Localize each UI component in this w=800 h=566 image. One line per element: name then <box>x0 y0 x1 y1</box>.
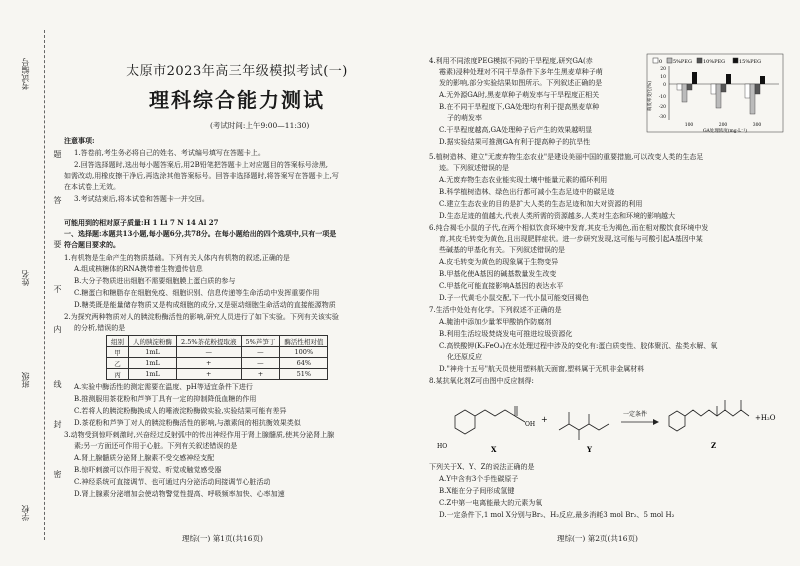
bar <box>677 84 682 90</box>
legend-swatch <box>733 58 738 63</box>
molecule-y <box>559 412 609 440</box>
bar <box>721 84 726 92</box>
q2-stem: 的分析,错误的是 <box>74 324 126 332</box>
bar <box>726 74 731 84</box>
note-line: 在本试卷上无效。 <box>64 183 120 191</box>
table-row <box>107 369 328 380</box>
q7-option: 化还原反应 <box>447 353 482 361</box>
seal-char: 密 <box>53 470 62 478</box>
seal-char: 不 <box>53 285 62 293</box>
q8-question: 下列关于X、Y、Z的说法正确的是 <box>429 463 535 471</box>
q1-stem: 1.有机物是生命产生的物质基础。下列有关人体内有机物的叙述,正确的是 <box>64 254 290 262</box>
school-label: 学校 <box>21 505 30 521</box>
table-cell: 1mL <box>129 358 177 369</box>
q3-option: A.肾上腺髓质分泌肾上腺素不受交感神经支配 <box>74 454 215 462</box>
bar <box>760 76 765 84</box>
seal-char: 题 <box>53 150 62 158</box>
q6-option: D.子一代黄毛小鼠交配,下一代小鼠可能变回褐色 <box>439 294 589 302</box>
q5-stem: 5.植树造林、建立"无废弃物生态农业"是建设美丽中国的重要措施,可以改变人类的生态足 <box>429 153 704 161</box>
plus-sign: + <box>541 415 548 424</box>
table-header: 人的胰淀粉酶 <box>129 336 177 347</box>
q2-option: B.推测服用茶花粉和芦笋丁具有一定的抑制降低血糖的作用 <box>74 395 257 403</box>
q6-option: A.皮毛转变为黄色的现象属于生物变异 <box>439 258 559 266</box>
q5-option: C.建立生态农业的目的是扩大人类的生态足迹和加大对资源的利用 <box>439 200 643 208</box>
q2-option: D.茶花粉和芦笋丁对人的胰淀粉酶活性的影响,与激素间的相抗衡效果类似 <box>74 419 301 427</box>
q1-option: C.糖蛋白和糖脂存在细胞免疫、细胞识别、信息传递等生命活动中发挥重要作用 <box>74 289 320 297</box>
y-label: Y <box>587 445 592 454</box>
q3-option: B.惊吓刺激可以作用于视觉、听觉或触觉感受器 <box>74 466 222 474</box>
y-axis-label: 萌发率变化(%) <box>648 80 653 112</box>
q2-option: A.实验中酶活性的测定需要在温度、pH等适宜条件下进行 <box>74 383 253 391</box>
q5-option: A.无废弃物生态农业能实现土壤中能量元素的循环利用 <box>439 176 608 184</box>
water-byproduct: +H₂O <box>755 414 776 422</box>
q6-option: C.甲基化可能直接影响A基因的表达水平 <box>439 282 564 290</box>
q7-option: C.高铁酸钾(K₂FeO₄)在水处理过程中涉及的变化有:蛋白质变性、胶体聚沉、盐类水解、氧 <box>439 342 718 350</box>
table-cell: — <box>177 347 242 358</box>
q4-option: A.无外源GA时,黑麦草种子萌发率与干旱程度正相关 <box>439 91 600 99</box>
legend-swatch <box>667 58 672 63</box>
x-ho-label: HO <box>437 443 448 450</box>
exam-time: (考试时间:上午9:00—11:30) <box>210 121 310 130</box>
q6-stem: 育,其皮毛转变为黄色,且出现肥胖症状。进一步研究发现,这可能与可酸引起A基因中某 <box>439 235 703 243</box>
q2-stem: 2.为探究两种物质对人的胰淀粉酶活性的影响,研究人员进行了如下实验。下列有关该实验 <box>64 313 339 321</box>
legend-swatch <box>653 58 658 63</box>
section-heading: 符合题目要求的。 <box>64 240 120 249</box>
table-row <box>107 358 328 369</box>
notes-title: 注意事项: <box>64 136 95 145</box>
q4-chart <box>645 52 785 134</box>
chart-bars <box>677 72 765 114</box>
q3-option: C.神经系统可直接调节、也可通过内分泌活动间接调节心脏活动 <box>74 478 271 486</box>
table-header-row <box>107 336 328 347</box>
legend-label: 15%PEG <box>739 59 762 65</box>
bar <box>716 84 721 108</box>
table-cell: 丙 <box>107 369 129 380</box>
table-header: 组别 <box>107 336 129 347</box>
bar <box>750 84 755 114</box>
table-cell: + <box>241 369 280 380</box>
q6-stem: 6.纯合褐毛小鼠的子代,在两个相似饮食环境中发育,其皮毛为褐色,而在相对酸饮食环境中发 <box>429 224 709 232</box>
table-cell: — <box>241 347 280 358</box>
table-cell: 51% <box>280 369 328 380</box>
y-tick: -30 <box>658 115 666 120</box>
q3-stem: 素;另一方面还可作用于心脏。下列有关叙述错误的是 <box>74 442 238 450</box>
q4-option: 子的萌发率 <box>447 114 482 122</box>
y-tick: -20 <box>658 105 666 110</box>
bar <box>745 84 750 98</box>
molecule-x <box>455 406 525 434</box>
table-cell: 甲 <box>107 347 129 358</box>
main-title: 理科综合能力测试 <box>149 88 325 112</box>
q2-table <box>106 335 328 380</box>
z-label: Z <box>711 441 717 450</box>
x-axis-label: GA处理浓度(mg·L⁻¹) <box>702 129 748 134</box>
exam-title: 太原市2023年高三年级模拟考试(一) <box>126 64 348 79</box>
q7-stem: 7.生活中处处有化学。下列叙述不正确的是 <box>429 306 562 314</box>
table-cell: 1mL <box>129 347 177 358</box>
x-label: X <box>491 445 497 454</box>
section-heading: 一、选择题:本题共13小题,每小题6分,共78分。在每小题给出的四个选项中,只有一项是 <box>64 229 337 238</box>
q4-stem: 霉素)浸种处理对不同干旱条件下多年生黑麦草种子萌 <box>439 68 603 76</box>
bar <box>711 84 716 94</box>
q5-option: D.生态足迹的值越大,代表人类所需的资源越多,人类对生态和环境的影响越大 <box>439 212 676 220</box>
table-cell: 100% <box>280 347 328 358</box>
bar <box>687 84 692 90</box>
q7-option: D."神舟十五号"航天员使用塑料航天面窗,塑料属于无机非金属材料 <box>439 365 645 373</box>
q1-option: A.组成核糖体的RNA携带着生物遗传信息 <box>74 265 203 273</box>
page-footer-right: 理综(一) 第2页(共16页) <box>557 534 638 543</box>
table-header: 酶活性相对值 <box>280 336 328 347</box>
seal-char: 封 <box>53 420 62 428</box>
q6-option: B.甲基化使A基因的碱基数量发生改变 <box>439 270 557 278</box>
seal-char: 内 <box>53 325 62 333</box>
right-page <box>425 0 793 566</box>
table-header: 5%芦笋丁 <box>241 336 280 347</box>
q4-stem: 4.利用不同浓度PEG模拟不同的干旱程度,研究GA(赤 <box>429 57 593 65</box>
q5-stem: 迹。下列叙述错误的是 <box>439 164 509 172</box>
y-tick: 10 <box>660 75 666 80</box>
x-tick: 200 <box>718 123 728 128</box>
table-cell: + <box>177 358 242 369</box>
q8-option: D.一定条件下,1 mol X分别与Br₂、H₂反应,最多消耗3 mol Br₂、5 mol H₂ <box>439 511 675 519</box>
page-footer-left: 理综(一) 第1页(共16页) <box>182 534 263 543</box>
table-cell: 乙 <box>107 358 129 369</box>
y-tick: 0 <box>663 83 666 88</box>
y-tick: 20 <box>660 67 666 72</box>
arrow-head <box>653 419 659 425</box>
binding-strip <box>0 0 62 566</box>
table-cell: — <box>241 358 280 369</box>
atomic-mass: 可能用到的相对原子质量:H 1 Li 7 N 14 Al 27 <box>64 218 219 227</box>
seal-char: 答 <box>53 196 62 204</box>
q8-option: A.Y中含有3个手性碳原子 <box>439 475 519 483</box>
bar <box>692 72 697 84</box>
q8-stem: 8.某抗氧化剂Z可由图中反应制得: <box>429 377 534 385</box>
q8-reaction-scheme <box>431 390 787 460</box>
q3-stem: 3.动物受到惊吓刺激时,兴奋经过反射弧中的传出神经作用于肾上腺髓质,使其分泌肾上腺 <box>64 431 335 439</box>
table-cell: + <box>177 369 242 380</box>
q4-option: D.据实验结果可推测GA有利于提高种子的抗旱性 <box>439 138 591 146</box>
table-cell: 64% <box>280 358 328 369</box>
table-row <box>107 347 328 358</box>
name-label: 姓名 <box>21 270 30 286</box>
molecule-z <box>669 400 749 431</box>
y-tick: -10 <box>658 95 666 100</box>
note-line: 2.回答选择题时,选出每小题答案后,用2B铅笔把答题卡上对应题目的答案标号涂黑, <box>74 161 328 169</box>
q4-option: B.在不同干旱程度下,GA处理均有利于提高黑麦草种 <box>439 103 600 111</box>
q4-stem: 发的影响,部分实验结果如图所示。下列叙述正确的是 <box>439 79 603 87</box>
reaction-condition: 一定条件 <box>623 411 648 418</box>
x-tick: 300 <box>752 123 762 128</box>
q7-option: A.腌油中添加少量苯甲酸钠作防腐剂 <box>439 318 552 326</box>
q5-option: B.科学植树造林、绿色出行都可减小生态足迹中的碳足迹 <box>439 188 615 196</box>
table-header: 2.5%茶花粉提取液 <box>177 336 242 347</box>
x-tick: 100 <box>684 123 694 128</box>
binding-dashed-line <box>44 30 45 540</box>
legend-swatch <box>697 58 702 63</box>
class-label: 班级 <box>21 372 30 388</box>
q8-option: C.Z中第一电离能最大的元素为氧 <box>439 499 543 507</box>
legend-label: 10%PEG <box>703 59 726 65</box>
seal-char: 要 <box>53 240 62 248</box>
q6-stem: 些碱基的甲基化有关。下列叙述错误的是 <box>439 246 565 254</box>
legend-label: 5%PEG <box>673 59 692 65</box>
exam-number-label: 考试编号 <box>21 58 30 90</box>
q7-option: B.利用生活垃圾焚烧发电可推进垃圾资源化 <box>439 330 573 338</box>
note-line: 1.答卷前,考生务必将自己的姓名、考试编号填写在答题卡上。 <box>74 149 265 157</box>
seal-char: 线 <box>53 380 62 388</box>
q8-option: B.X能在分子间形成氢键 <box>439 487 515 495</box>
note-line: 如需改动,用橡皮擦干净后,再选涂其他答案标号。回答非选择题时,将答案写在答题卡上,写 <box>64 172 339 180</box>
left-page <box>60 0 412 566</box>
q1-option: B.大分子物质进出细胞不需要细胞膜上蛋白质的参与 <box>74 277 236 285</box>
q3-option: D.肾上腺素分泌增加会使动物警觉性提高、呼吸频率加快、心率加速 <box>74 490 285 498</box>
note-line: 3.考试结束后,将本试卷和答题卡一并交回。 <box>74 195 209 203</box>
bar <box>755 84 760 94</box>
x-oh-label: OH <box>525 421 536 428</box>
legend-label: 0 <box>659 59 663 65</box>
q1-option: D.糖类既是能量储存物质又是构成细胞的成分,又是驱动细胞生命活动的直接能源物质 <box>74 301 336 309</box>
q4-option: C.干旱程度越高,GA处理种子后产生的效果越明显 <box>439 126 593 134</box>
q2-option: C.若将人的胰淀粉酶换成人的唾液淀粉酶做实验,实验结果可能有差异 <box>74 407 287 415</box>
table-cell: 1mL <box>129 369 177 380</box>
bar <box>682 84 687 102</box>
